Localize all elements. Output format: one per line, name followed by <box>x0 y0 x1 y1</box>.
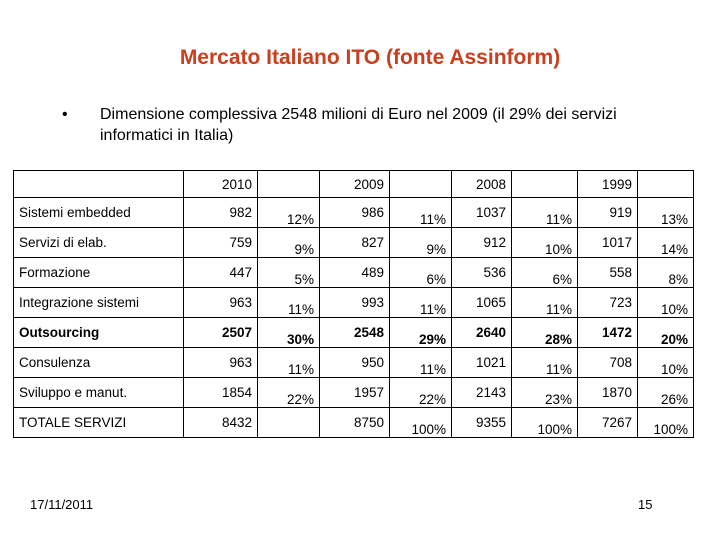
header-year-1999-pct <box>638 171 694 198</box>
value-cell: 2507 <box>184 318 258 348</box>
value-cell: 1021 <box>452 348 512 378</box>
percent-cell: 30% <box>258 318 320 348</box>
percent-cell: 10% <box>512 228 578 258</box>
percent-cell: 5% <box>258 258 320 288</box>
percent-cell: 11% <box>258 348 320 378</box>
percent-cell: 11% <box>390 198 452 228</box>
header-year-1999: 1999 <box>578 171 638 198</box>
percent-cell: 26% <box>638 378 694 408</box>
percent-cell: 22% <box>258 378 320 408</box>
header-year-2009-pct <box>390 171 452 198</box>
table-row <box>14 288 694 318</box>
table-row <box>14 228 694 258</box>
row-label: Integrazione sistemi <box>14 288 184 318</box>
percent-cell: 8% <box>638 258 694 288</box>
percent-cell: 13% <box>638 198 694 228</box>
value-cell: 1854 <box>184 378 258 408</box>
percent-cell: 100% <box>638 408 694 438</box>
percent-cell: 9% <box>258 228 320 258</box>
header-empty-cell <box>14 171 184 198</box>
value-cell: 919 <box>578 198 638 228</box>
table-row <box>14 348 694 378</box>
value-cell: 489 <box>320 258 390 288</box>
value-cell: 950 <box>320 348 390 378</box>
table-row <box>14 198 694 228</box>
bullet-point <box>62 104 682 146</box>
percent-cell: 29% <box>390 318 452 348</box>
value-cell: 1870 <box>578 378 638 408</box>
row-label: Sviluppo e manut. <box>14 378 184 408</box>
percent-cell: 10% <box>638 288 694 318</box>
value-cell: 963 <box>184 348 258 378</box>
value-cell: 2143 <box>452 378 512 408</box>
percent-cell: 6% <box>512 258 578 288</box>
row-label: Formazione <box>14 258 184 288</box>
value-cell: 986 <box>320 198 390 228</box>
value-cell: 1017 <box>578 228 638 258</box>
table-header-row <box>14 171 694 198</box>
percent-cell: 11% <box>258 288 320 318</box>
table-row <box>14 258 694 288</box>
value-cell: 1065 <box>452 288 512 318</box>
percent-cell: 10% <box>638 348 694 378</box>
row-label: Servizi di elab. <box>14 228 184 258</box>
percent-cell: 11% <box>512 288 578 318</box>
percent-cell: 11% <box>512 198 578 228</box>
row-label: TOTALE SERVIZI <box>14 408 184 438</box>
percent-cell: 11% <box>390 348 452 378</box>
percent-cell: 20% <box>638 318 694 348</box>
value-cell: 1957 <box>320 378 390 408</box>
value-cell: 558 <box>578 258 638 288</box>
header-year-2008: 2008 <box>452 171 512 198</box>
row-label: Consulenza <box>14 348 184 378</box>
table-row <box>14 378 694 408</box>
bullet-text: Dimensione complessiva 2548 milioni di Euro nel 2009 (il 29% dei servizi informatici in Italia) <box>100 106 617 144</box>
bullet-icon: • <box>62 106 68 123</box>
percent-cell: 100% <box>512 408 578 438</box>
slide-title: Mercato Italiano ITO (fonte Assinform) <box>179 46 561 69</box>
value-cell: 1037 <box>452 198 512 228</box>
value-cell: 2640 <box>452 318 512 348</box>
value-cell: 8432 <box>184 408 258 438</box>
percent-cell: 12% <box>258 198 320 228</box>
percent-cell: 6% <box>390 258 452 288</box>
value-cell: 723 <box>578 288 638 318</box>
percent-cell: 14% <box>638 228 694 258</box>
value-cell: 8750 <box>320 408 390 438</box>
percent-cell: 28% <box>512 318 578 348</box>
value-cell: 9355 <box>452 408 512 438</box>
value-cell: 993 <box>320 288 390 318</box>
percent-cell: 100% <box>390 408 452 438</box>
market-table <box>13 170 694 438</box>
percent-cell: 11% <box>390 288 452 318</box>
value-cell: 708 <box>578 348 638 378</box>
value-cell: 759 <box>184 228 258 258</box>
footer-date: 17/11/2011 <box>30 497 94 512</box>
value-cell: 982 <box>184 198 258 228</box>
value-cell: 7267 <box>578 408 638 438</box>
percent-cell: 23% <box>512 378 578 408</box>
value-cell: 536 <box>452 258 512 288</box>
header-year-2008-pct <box>512 171 578 198</box>
header-year-2010: 2010 <box>184 171 258 198</box>
header-year-2009: 2009 <box>320 171 390 198</box>
page-number: 15 <box>638 497 653 512</box>
value-cell: 447 <box>184 258 258 288</box>
value-cell: 827 <box>320 228 390 258</box>
value-cell: 963 <box>184 288 258 318</box>
table-row <box>14 318 694 348</box>
header-year-2010-pct <box>258 171 320 198</box>
value-cell: 2548 <box>320 318 390 348</box>
row-label: Sistemi embedded <box>14 198 184 228</box>
value-cell: 1472 <box>578 318 638 348</box>
percent-cell: 9% <box>390 228 452 258</box>
value-cell: 912 <box>452 228 512 258</box>
percent-cell <box>258 408 320 438</box>
percent-cell: 11% <box>512 348 578 378</box>
table-row <box>14 408 694 438</box>
percent-cell: 22% <box>390 378 452 408</box>
row-label: Outsourcing <box>14 318 184 348</box>
